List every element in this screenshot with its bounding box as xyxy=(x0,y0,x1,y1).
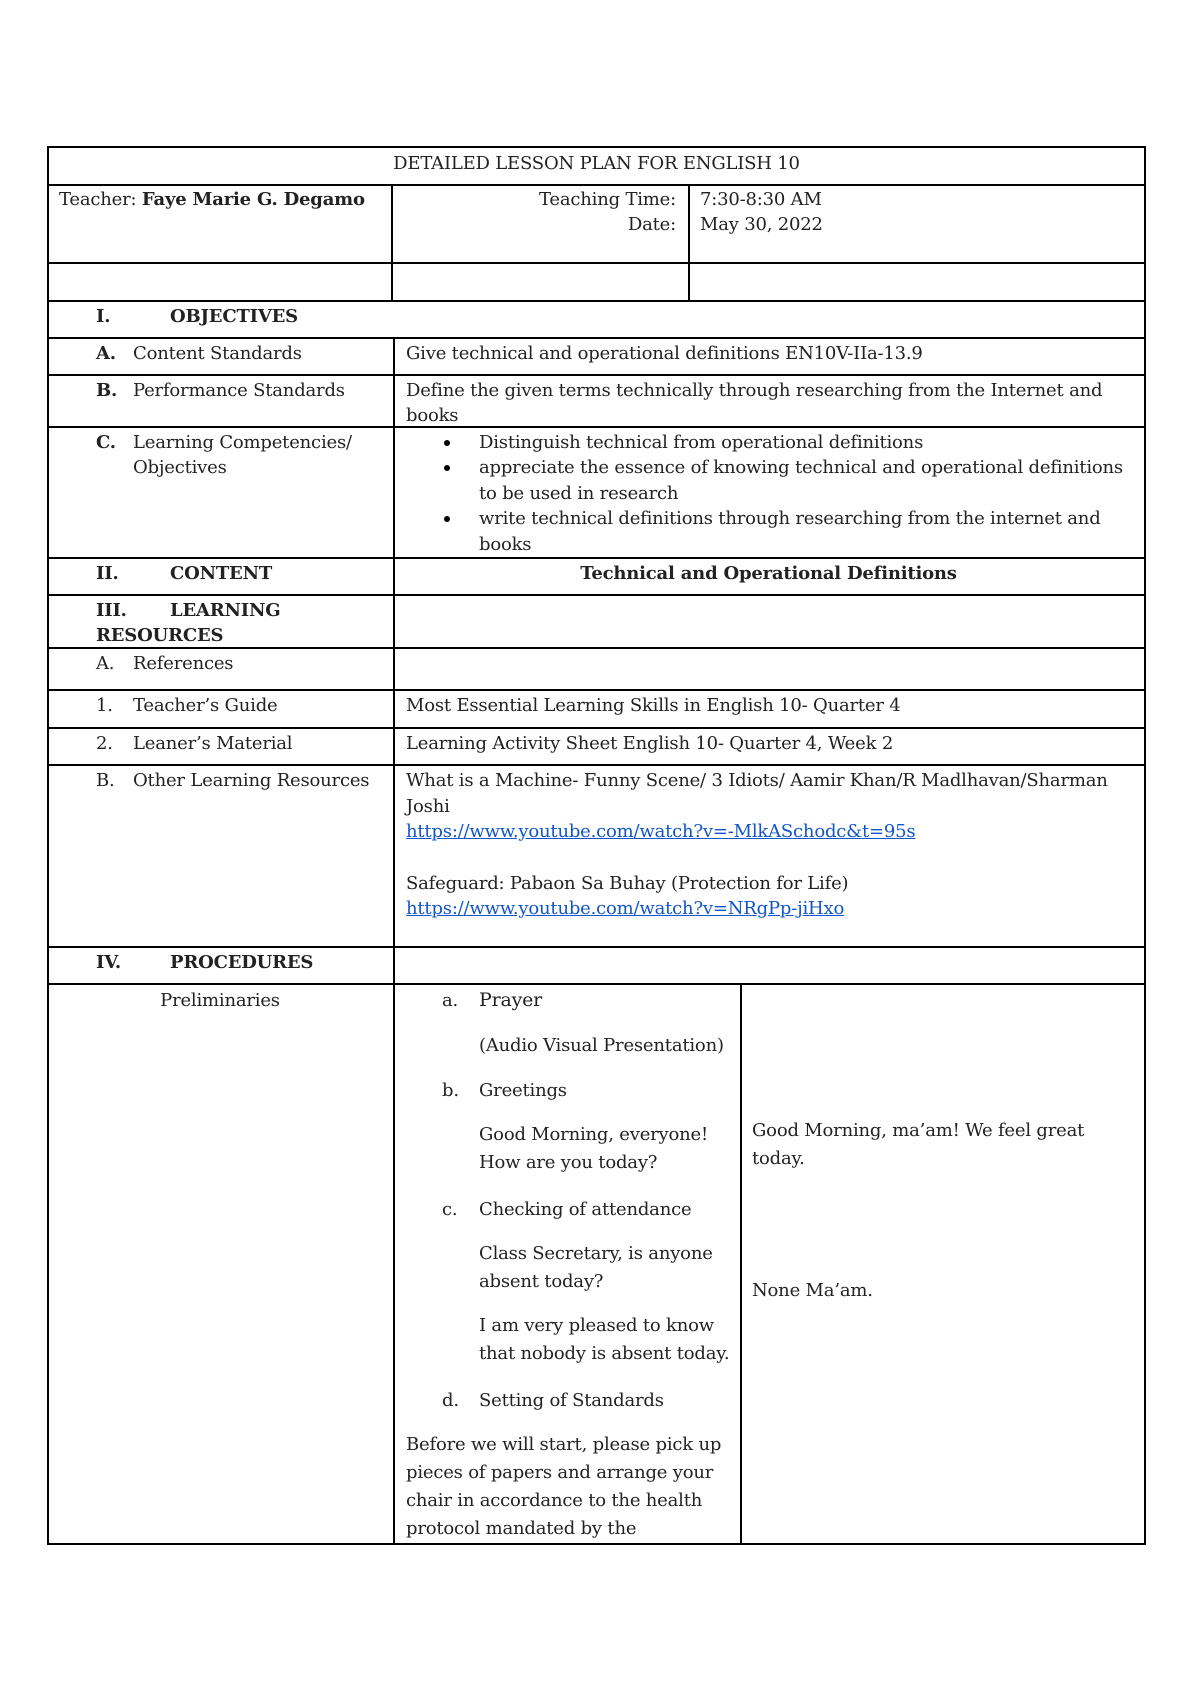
teacher-label: Teacher: xyxy=(59,189,137,210)
step-d-paragraph-line1: Before we will start, please pick up xyxy=(406,1434,722,1455)
step-d-paragraph-line4: protocol mandated by the xyxy=(406,1518,637,1539)
youtube-link-2[interactable]: https://www.youtube.com/watch?v=NRgPp-jiHxo xyxy=(406,898,845,919)
references-letter: A. xyxy=(96,653,115,674)
other-resources-letter: B. xyxy=(96,770,115,791)
teacher-name: Faye Marie G. Degamo xyxy=(141,189,365,210)
other-resources-line3: Safeguard: Pabaon Sa Buhay (Protection for Life) xyxy=(406,873,849,894)
step-b-sub-line1: Good Morning, everyone! xyxy=(479,1124,709,1145)
other-resources-line2: Joshi xyxy=(406,796,450,817)
learners-material-number: 2. xyxy=(96,733,113,754)
references-label: References xyxy=(133,653,234,674)
teachers-guide-value: Most Essential Learning Skills in English 10- Quarter 4 xyxy=(406,695,901,716)
preliminaries-label: Preliminaries xyxy=(160,990,280,1011)
competency-item-2: appreciate the essence of knowing technical and operational definitions xyxy=(479,457,1123,478)
content-standards-letter: A. xyxy=(96,343,116,364)
objectives-heading: OBJECTIVES xyxy=(170,306,298,327)
content-standards-value: Give technical and operational definitions EN10V-IIa-13.9 xyxy=(406,343,923,364)
competency-item-2-cont: to be used in research xyxy=(479,483,679,504)
performance-standards-value-line1: Define the given terms technically through researching from the Internet and xyxy=(406,380,1103,401)
content-value: Technical and Operational Definitions xyxy=(580,563,957,584)
content-standards-label: Content Standards xyxy=(133,343,302,364)
bullet-icon xyxy=(444,440,450,446)
competency-item-3-cont: books xyxy=(479,534,532,555)
youtube-link-1[interactable]: https://www.youtube.com/watch?v=-MlkASchodc&t=95s xyxy=(406,821,916,842)
competency-item-3: write technical definitions through researching from the internet and xyxy=(479,508,1101,529)
page-title: DETAILED LESSON PLAN FOR ENGLISH 10 xyxy=(393,153,800,174)
step-c-sub-line4: that nobody is absent today. xyxy=(479,1343,730,1364)
resources-number: III. xyxy=(96,600,127,621)
learners-material-value: Learning Activity Sheet English 10- Quarter 4, Week 2 xyxy=(406,733,894,754)
step-c-sub-line3: I am very pleased to know xyxy=(479,1315,715,1336)
teacher-field xyxy=(59,187,365,212)
date-value: May 30, 2022 xyxy=(700,214,823,235)
step-a-sub: (Audio Visual Presentation) xyxy=(479,1035,724,1056)
bullet-icon xyxy=(444,516,450,522)
resources-heading-line2: RESOURCES xyxy=(96,625,224,646)
competencies-letter: C. xyxy=(96,432,116,453)
response-greeting-line2: today. xyxy=(752,1148,805,1169)
step-d-letter: d. xyxy=(442,1390,459,1411)
competencies-label-line2: Objectives xyxy=(133,457,227,478)
procedures-number: IV. xyxy=(96,952,121,973)
step-d-paragraph-line2: pieces of papers and arrange your xyxy=(406,1462,714,1483)
teachers-guide-label: Teacher’s Guide xyxy=(133,695,278,716)
teaching-time-value: 7:30-8:30 AM xyxy=(700,189,822,210)
response-attendance: None Ma’am. xyxy=(752,1280,873,1301)
step-a-letter: a. xyxy=(442,990,459,1011)
procedures-heading: PROCEDURES xyxy=(170,952,314,973)
step-c-sub-line2: absent today? xyxy=(479,1271,604,1292)
response-greeting-line1: Good Morning, ma’am! We feel great xyxy=(752,1120,1085,1141)
resources-heading-line1: LEARNING xyxy=(170,600,281,621)
performance-standards-value-line2: books xyxy=(406,405,459,426)
teaching-time-label: Teaching Time: xyxy=(538,189,676,210)
step-c-sub-line1: Class Secretary, is anyone xyxy=(479,1243,713,1264)
objectives-number: I. xyxy=(96,306,111,327)
step-c-label: Checking of attendance xyxy=(479,1199,692,1220)
step-b-sub-line2: How are you today? xyxy=(479,1152,658,1173)
step-d-paragraph-line3: chair in accordance to the health xyxy=(406,1490,703,1511)
content-number: II. xyxy=(96,563,119,584)
performance-standards-letter: B. xyxy=(96,380,118,401)
date-label: Date: xyxy=(627,214,676,235)
step-a-label: Prayer xyxy=(479,989,543,1011)
performance-standards-label: Performance Standards xyxy=(133,380,345,401)
step-b-letter: b. xyxy=(442,1080,459,1101)
competencies-label-line1: Learning Competencies/ xyxy=(133,432,352,453)
other-resources-line1: What is a Machine- Funny Scene/ 3 Idiots/ Aamir Khan/R Madlhavan/Sharman xyxy=(406,770,1108,791)
other-resources-label: Other Learning Resources xyxy=(133,770,370,791)
bullet-icon xyxy=(444,465,450,471)
step-b-label: Greetings xyxy=(479,1080,567,1101)
content-heading: CONTENT xyxy=(170,563,273,584)
learners-material-label: Leaner’s Material xyxy=(133,733,293,754)
teachers-guide-number: 1. xyxy=(96,695,113,716)
step-c-letter: c. xyxy=(442,1199,458,1220)
step-d-label: Setting of Standards xyxy=(479,1390,664,1411)
competency-item-1: Distinguish technical from operational definitions xyxy=(479,432,924,453)
